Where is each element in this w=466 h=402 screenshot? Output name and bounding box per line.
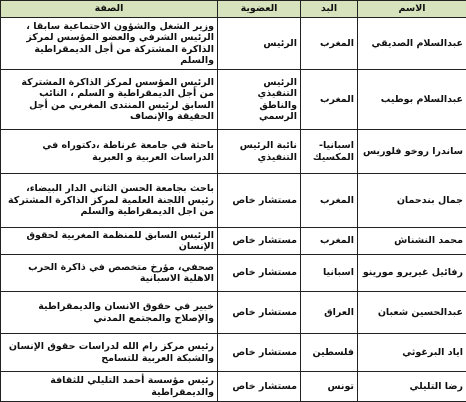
cell-name: جمال بندحمان xyxy=(358,174,466,228)
table-row xyxy=(1,372,466,402)
cell-membership: مستشار خاص xyxy=(218,292,301,334)
cell-description: الرئيس السابق للمنظمة المغربية لحقوق الإنسان xyxy=(1,228,218,255)
cell-description: صحفي، مؤرخ متخصص في ذاكرة الحرب الاهلية الاسبانية xyxy=(1,255,218,292)
cell-description: باحث بجامعة الحسن الثاني الدار البيضاء، رئيس اللجنة العلمية لمركز الذاكرة المشتركة من اجل الديمقراطية والسلم xyxy=(1,174,218,228)
header-description: الصفة xyxy=(1,1,218,18)
cell-name: ساندرا روخو فلوريس xyxy=(358,130,466,174)
cell-country: المغرب xyxy=(301,18,358,70)
cell-country: المغرب xyxy=(301,70,358,130)
cell-country: تونس xyxy=(301,372,358,402)
cell-description: رئيس مؤسسة أحمد التليلي للثقافة والديمقراطية xyxy=(1,372,218,402)
cell-description: الرئيس المؤسس لمركز الذاكرة المشتركة من أجل الديمقراطية و السلم ، النائب السابق لرئيس المنتدى المغربي من أجل الحقيقة والإنصاف xyxy=(1,70,218,130)
cell-membership: مستشار خاص xyxy=(218,255,301,292)
cell-name: اياد البرغوثي xyxy=(358,334,466,372)
table-row xyxy=(1,70,466,130)
table-row xyxy=(1,334,466,372)
cell-name: عبدالسلام الصديقي xyxy=(358,18,466,70)
header-country: البد xyxy=(301,1,358,18)
cell-membership: مستشار خاص xyxy=(218,334,301,372)
cell-country: المغرب xyxy=(301,174,358,228)
cell-membership: الرئيس xyxy=(218,18,301,70)
table-row xyxy=(1,255,466,292)
cell-name: محمد النشناش xyxy=(358,228,466,255)
cell-description: باحثة في جامعة غرناطة ،دكتوراه في الدراسات العربية و العبرية xyxy=(1,130,218,174)
table-row xyxy=(1,174,466,228)
cell-description: خبير في حقوق الانسان والديمقراطية والإصلاح والمجتمع المدني xyxy=(1,292,218,334)
cell-name: رضا التليلي xyxy=(358,372,466,402)
cell-membership: نائبة الرئيس التنفيذي xyxy=(218,130,301,174)
cell-membership: مستشار خاص xyxy=(218,372,301,402)
table-row xyxy=(1,292,466,334)
cell-membership: مستشار خاص xyxy=(218,228,301,255)
table-row xyxy=(1,130,466,174)
cell-name: عبدالسلام بوطيب xyxy=(358,70,466,130)
cell-membership: مستشار خاص xyxy=(218,174,301,228)
cell-country: فلسطين xyxy=(301,334,358,372)
cell-name: عبدالحسين شعبان xyxy=(358,292,466,334)
cell-description: وزير الشغل والشؤون الاجتماعية سابقا ، الرئيس الشرفي والعضو المؤسس لمركز الذاكرة المشتركة من أجل الديمقراطية والسلم xyxy=(1,18,218,70)
cell-description: رئيس مركز رام الله لدراسات حقوق الإنسان والشبكة العربية للتسامح xyxy=(1,334,218,372)
header-membership: العضوية xyxy=(218,1,301,18)
header-name: الاسم xyxy=(358,1,466,18)
cell-country: المغرب xyxy=(301,228,358,255)
table-row xyxy=(1,228,466,255)
cell-country: العراق xyxy=(301,292,358,334)
cell-country: اسبانيا- المكسيك xyxy=(301,130,358,174)
cell-name: رفائيل غيريرو مورينو xyxy=(358,255,466,292)
table-row xyxy=(1,18,466,70)
cell-membership: الرئيس التنفيذي والناطق الرسمي xyxy=(218,70,301,130)
header-row xyxy=(1,1,466,18)
cell-country: اسبانيا xyxy=(301,255,358,292)
